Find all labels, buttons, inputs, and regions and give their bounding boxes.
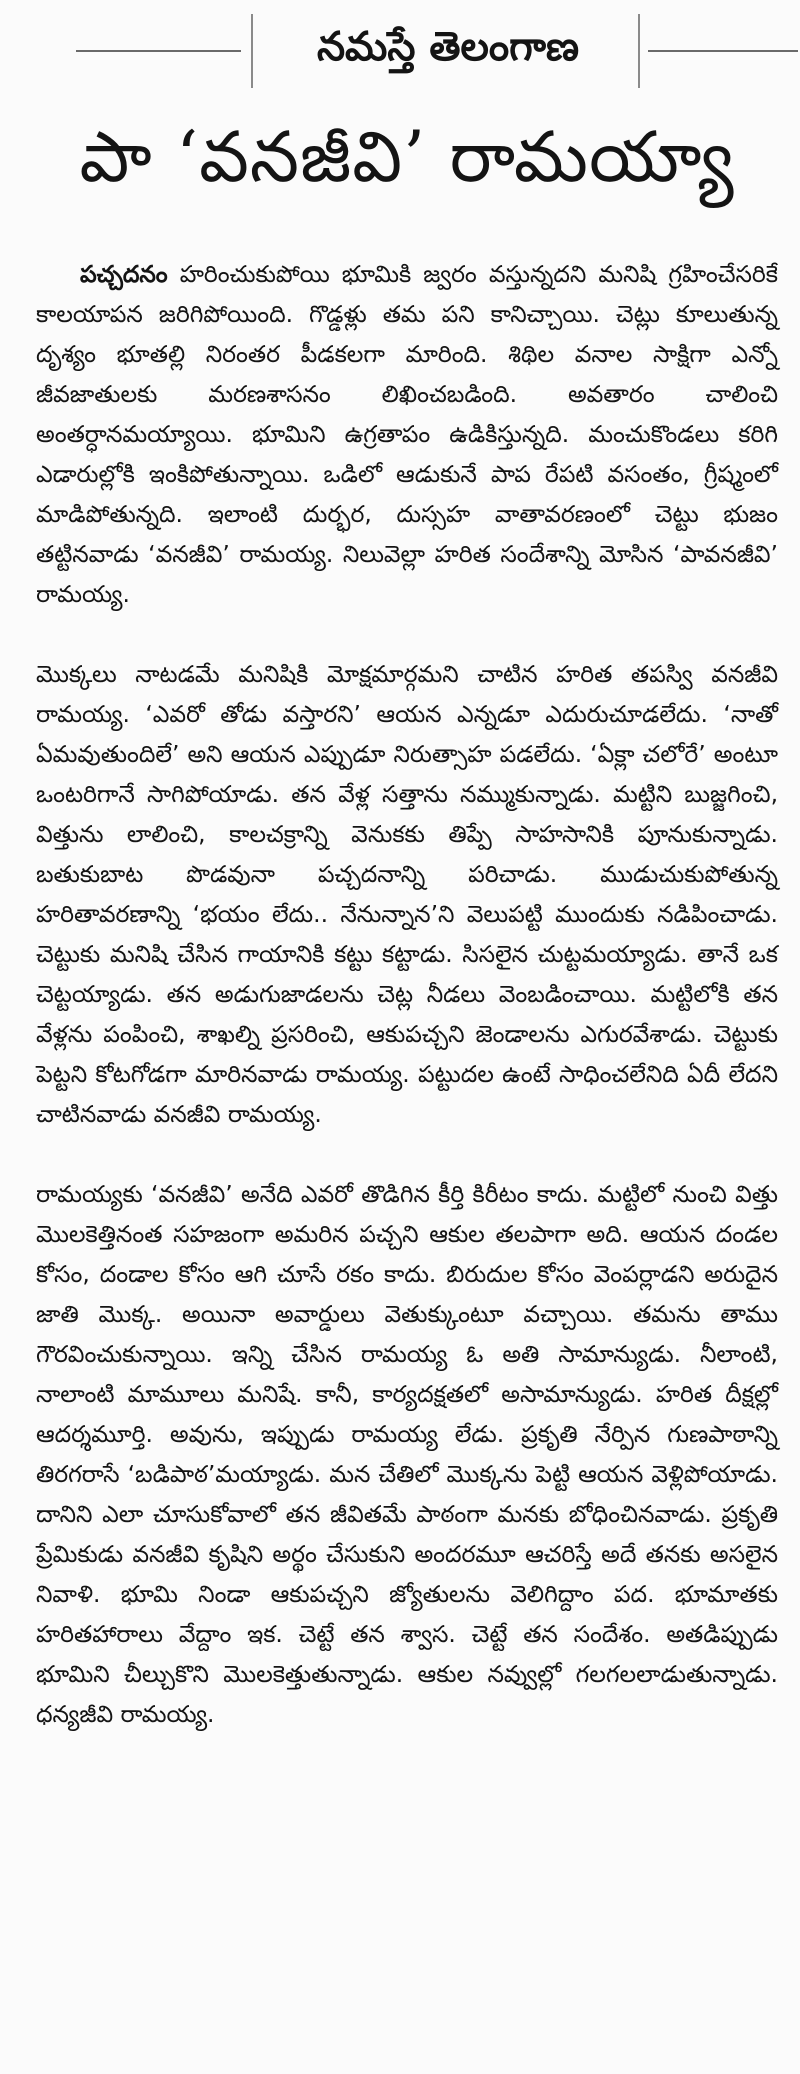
article-paragraph-1 — [36, 254, 778, 614]
newspaper-name: నమస్తే తెలంగాణ — [316, 23, 580, 70]
masthead — [36, 0, 778, 82]
masthead-right-divider — [638, 14, 640, 88]
article-paragraph-3: రామయ్యకు ‘వనజీవి’ అనేది ఎవరో తొడిగిన కీర్తి కిరీటం కాదు. మట్టిలో నుంచి విత్తు మొలకెత్తినంత సహజంగా అమరిన పచ్చని ఆకుల తలపాగా అది. ఆయన దండల కోసం, దండాల కోసం ఆగి చూసే రకం కాదు. బిరుదుల కోసం వెంపర్లాడని అరుదైన జాతి మొక్క. అయినా అవార్డులు వెతుక్కుంటూ వచ్చాయి. తమను తాము గౌరవించుకున్నాయి. ఇన్ని చేసిన రామయ్య ఓ అతి సామాన్యుడు. నీలాంటి, నాలాంటి మామూలు మనిషే. కానీ, కార్యదక్షతలో అసామాన్యుడు. హరిత దీక్షల్లో ఆదర్శమూర్తి. అవును, ఇప్పుడు రామయ్య లేడు. ప్రకృతి నేర్పిన గుణపాఠాన్ని తిరగరాసే ‘బడిపాఠ’మయ్యాడు. మన చేతిలో మొక్కను పెట్టి ఆయన వెళ్లిపోయాడు. దానిని ఎలా చూసుకోవాలో తన జీవితమే పాఠంగా మనకు బోధించినవాడు. ప్రకృతి ప్రేమికుడు వనజీవి కృషిని అర్థం చేసుకుని అందరమూ ఆచరిస్తే అదే తనకు అసలైన నివాళి. భూమి నిండా ఆకుపచ్చని జ్యోతులను వెలిగిద్దాం పద. భూమాతకు హరితహారాలు వేద్దాం ఇక. చెట్టే తన శ్వాస. చెట్టే తన సందేశం. అతడిప్పుడు భూమిని చీల్చుకొని మొలకెత్తుతున్నాడు. ఆకుల నవ్వుల్లో గలగలలాడుతున్నాడు. ధన్యజీవి రామయ్య. — [36, 1180, 778, 1728]
article-body — [36, 254, 778, 1734]
masthead-left-divider — [251, 14, 253, 88]
masthead-right-rule — [648, 50, 798, 52]
article-headline: పా ‘వనజీవి’ రామయ్యా — [79, 116, 735, 198]
lead-word: పచ్చదనం — [80, 260, 168, 288]
article-paragraph-2: మొక్కలు నాటడమే మనిషికి మోక్షమార్గమని చాటిన హరిత తపస్వి వనజీవి రామయ్య. ‘ఎవరో తోడు వస్తారని’ ఆయన ఎన్నడూ ఎదురుచూడలేదు. ‘నాతో ఏమవుతుందిలే’ అని ఆయన ఎప్పుడూ నిరుత్సాహ పడలేదు. ‘ఏక్లా చలోరే’ అంటూ ఒంటరిగానే సాగిపోయాడు. తన వేళ్ల సత్తాను నమ్ముకున్నాడు. మట్టిని బుజ్జగించి, విత్తును లాలించి, కాలచక్రాన్ని వెనుకకు తిప్పే సాహసానికి పూనుకున్నాడు. బతుకుబాట పొడవునా పచ్చదనాన్ని పరిచాడు. ముడుచుకుపోతున్న హరితావరణాన్ని ‘భయం లేదు.. నేనున్నాన’ని వెలుపట్టి ముందుకు నడిపించాడు. చెట్టుకు మనిషి చేసిన గాయానికి కట్టు కట్టాడు. సిసలైన చుట్టమయ్యాడు. తానే ఒక చెట్టయ్యాడు. తన అడుగుజాడలను చెట్ల నీడలు వెంబడించాయి. మట్టిలోకి తన వేళ్లను పంపించి, శాఖల్ని ప్రసరించి, ఆకుపచ్చని జెండాలను ఎగురవేశాడు. చెట్టుకు పెట్టని కోటగోడగా మారినవాడు రామయ్య. పట్టుదల ఉంటే సాధించలేనిది ఏదీ లేదని చాటినవాడు వనజీవి రామయ్య. — [36, 660, 779, 1128]
masthead-left-rule — [76, 50, 241, 52]
paragraph-1-text: హరించుకుపోయి భూమికి జ్వరం వస్తున్నదని మనిషి గ్రహించేసరికే కాలయాపన జరిగిపోయింది. గొడ్డళ్లు తమ పని కానిచ్చాయి. చెట్లు కూలుతున్న దృశ్యం భూతల్లి నిరంతర పీడకలగా మారింది. శిథిల వనాల సాక్షిగా ఎన్నో జీవజాతులకు మరణశాసనం లిఖించబడింది. అవతారం చాలించి అంతర్ధానమయ్యాయి. భూమిని ఉగ్రతాపం ఉడికిస్తున్నది. మంచుకొండలు కరిగి ఎడారుల్లోకి ఇంకిపోతున్నాయి. ఒడిలో ఆడుకునే పాప రేపటి వసంతం, గ్రీష్మంలో మాడిపోతున్నది. ఇలాంటి దుర్భర, దుస్సహ వాతావరణంలో చెట్టు భుజం తట్టినవాడు ‘వనజీవి’ రామయ్య. నిలువెల్లా హరిత సందేశాన్ని మోసిన ‘పావనజీవి’ రామయ్య. — [36, 260, 778, 608]
